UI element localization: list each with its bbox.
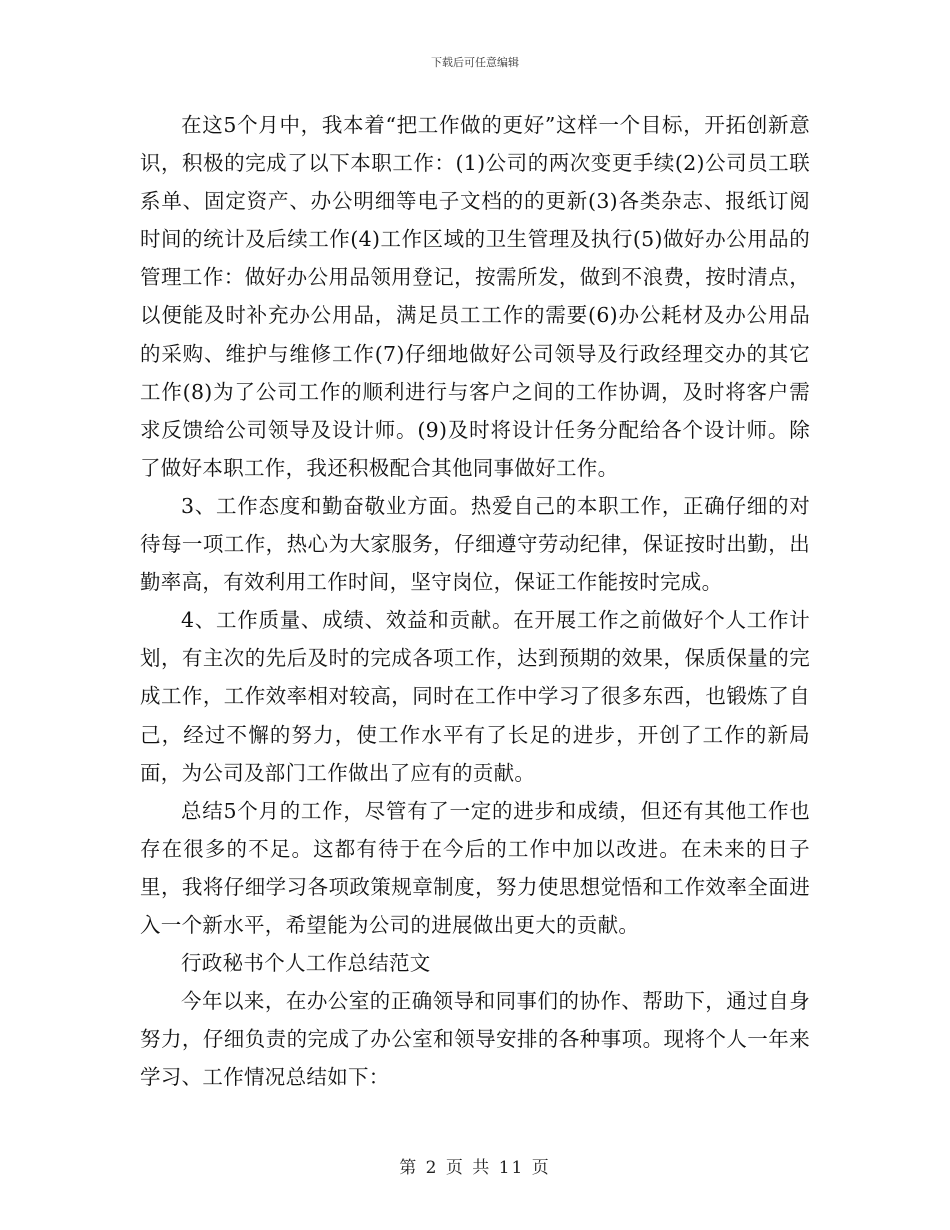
section-heading: 行政秘书个人工作总结范文 xyxy=(181,951,431,976)
page-header: 下载后可任意编辑 xyxy=(431,56,519,69)
paragraph-summary: 总结5个月的工作，尽管有了一定的进步和成绩，但还有其他工作也存在很多的不足。这都有待于在今后的工作中加以改进。在未来的日子里，我将仔细学习各项政策规章制度，努力使思想觉悟和工作效率全面进入一个新水平，希望能为公司的进展做出更大的贡献。 xyxy=(140,798,810,937)
document-body xyxy=(140,106,810,1096)
paragraph-attitude: 3、工作态度和勤奋敬业方面。热爱自己的本职工作，正确仔细的对待每一项工作，热心为大家服务，仔细遵守劳动纪律，保证按时出勤，出勤率高，有效利用工作时间，坚守岗位，保证工作能按时完成。 xyxy=(140,493,810,595)
paragraph-duties: 在这5个月中，我本着“把工作做的更好”这样一个目标，开拓创新意识，积极的完成了以下本职工作：(1)公司的两次变更手续(2)公司员工联系单、固定资产、办公明细等电子文档的的更新(3)各类杂志、报纸订阅时间的统计及后续工作(4)工作区域的卫生管理及执行(5)做好办公用品的管理工作：做好办公用品领用登记，按需所发，做到不浪费，按时清点，以便能及时补充办公用品，满足员工工作的需要(6)办公耗材及办公用品的采购、维护与维修工作(7)仔细地做好公司领导及行政经理交办的其它工作(8)为了公司工作的顺利进行与客户之间的工作协调，及时将客户需求反馈给公司领导及设计师。(9)及时将设计任务分配给各个设计师。除了做好本职工作，我还积极配合其他同事做好工作。 xyxy=(140,113,810,480)
page-footer: 第 2 页 共 11 页 xyxy=(399,1158,551,1178)
paragraph-intro: 今年以来，在办公室的正确领导和同事们的协作、帮助下，通过自身努力，仔细负责的完成了办公室和领导安排的各种事项。现将个人一年来学习、工作情况总结如下： xyxy=(140,989,810,1090)
paragraph-quality: 4、工作质量、成绩、效益和贡献。在开展工作之前做好个人工作计划，有主次的先后及时的完成各项工作，达到预期的效果，保质保量的完成工作，工作效率相对较高，同时在工作中学习了很多东西，也锻炼了自己，经过不懈的努力，使工作水平有了长足的进步，开创了工作的新局面，为公司及部门工作做出了应有的贡献。 xyxy=(140,608,810,785)
